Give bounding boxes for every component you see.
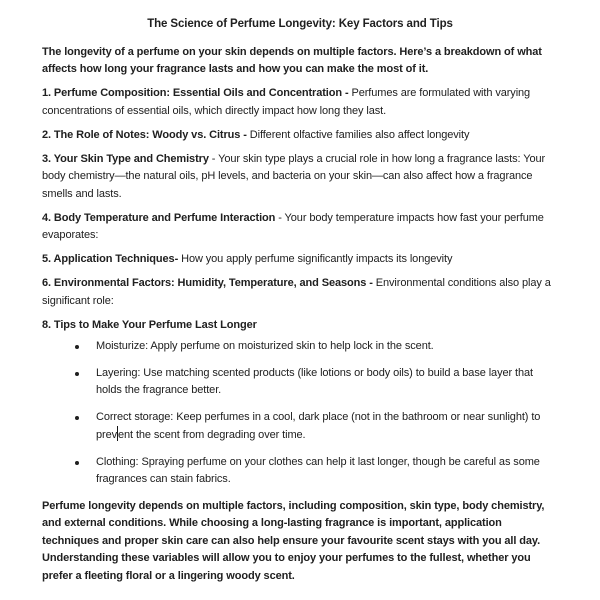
section-body-2: Different olfactive families also affect longevity [246,128,470,141]
tip-item-layering[interactable] [96,365,558,400]
tip-text: Clothing: Spraying perfume on your clothes can help it last longer, though be careful as some fragrances can stain fabrics. [96,455,540,485]
tip-text: Correct storage: Keep perfumes in a cool, dark place (not in the bathroom or near sunlight) to prev [96,410,541,441]
tip-text: Layering: Use matching scented products (like lotions or body oils) to build a base layer that holds the fragrance better. [96,366,533,396]
tip-text: Moisturize: Apply perfume on moisturized skin to help lock in the scent. [96,340,434,352]
section-paragraph-2[interactable] [42,127,558,145]
section-heading-6: 6. Environmental Factors: Humidity, Temperature, and Seasons - [42,277,373,289]
section-paragraph-3[interactable] [42,151,558,204]
section-body-4: - Your body temperature impacts how fast your perfume evaporates: [42,211,544,241]
section-heading-1: 1. Perfume Composition: Essential Oils and Concentration - [42,87,349,99]
section-heading-3: 3. Your Skin Type and Chemistry [42,152,209,165]
section-body-6: Environmental conditions also play a significant role: [42,277,551,307]
section-paragraph-1[interactable] [42,85,558,120]
tip-item-moisturize[interactable] [96,338,558,356]
tips-list [42,338,558,489]
conclusion-paragraph[interactable]: Perfume longevity depends on multiple factors, including composition, skin type, body chemistry, and external conditions. While choosing a long-lasting fragrance is important, application techniques and proper skin care can also help ensure your favourite scent stays with you all day. Understanding these variables will allow you to enjoy your perfumes to the fullest, whether you prefer a fleeting floral or a lingering woody scent. [42,499,545,582]
section-heading-2: 2. The Role of Notes: Woody vs. Citrus - [42,128,247,141]
section-body-5: How you apply perfume significantly impacts its longevity [178,253,453,265]
section-paragraph-4[interactable] [42,210,558,245]
tip-item-correct-storage[interactable] [96,409,558,445]
section-heading-4: 4. Body Temperature and Perfume Interaction [42,211,276,224]
section-paragraph-5[interactable] [42,251,558,269]
section-body-3: - Your skin type plays a crucial role in how long a fragrance lasts: Your body chemistry—the natural oils, pH levels, and bacteria on your skin—can also affect how a fragrance smells and lasts. [42,152,546,200]
document-title: The Science of Perfume Longevity: Key Factors and Tips [147,18,453,30]
section-heading-5: 5. Application Techniques- [42,253,179,265]
tip-text-after-cursor: ent the scent from degrading over time. [118,429,306,441]
intro-paragraph[interactable]: The longevity of a perfume on your skin depends on multiple factors. Here’s a breakdown of what affects how long your fragrance lasts and how you can make the most of it. [42,45,542,75]
section-body-1: Perfumes are formulated with varying concentrations of essential oils, which directly impact how long they last. [42,87,531,117]
tips-heading: 8. Tips to Make Your Perfume Last Longer [42,318,257,331]
section-paragraph-6[interactable] [42,275,558,310]
tip-item-clothing[interactable] [96,454,558,489]
